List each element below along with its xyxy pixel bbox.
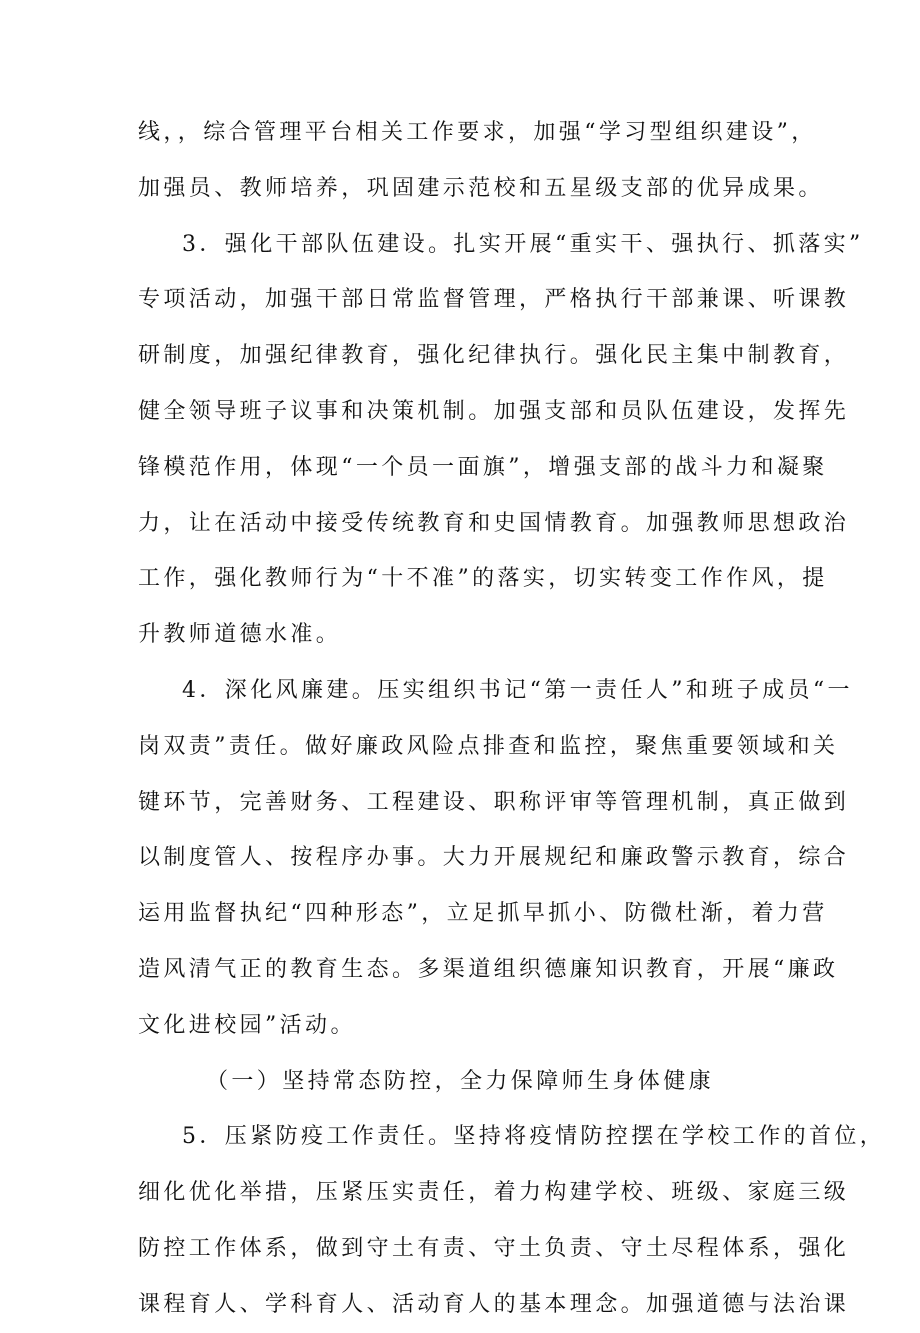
text-line: 5．压紧防疫工作责任。坚持将疫情防控摆在学校工作的首位， (182, 1124, 886, 1150)
text-line: 3．强化干部队伍建设。扎实开展“重实干、强执行、抓落实” (182, 231, 864, 257)
text-line: 加强员、教师培养，巩固建示范校和五星级支部的优异成果。 (138, 175, 824, 201)
text-line: 细化优化举措，压紧压实责任，着力构建学校、班级、家庭三级 (138, 1180, 850, 1206)
text-line: 键环节，完善财务、工程建设、职称评审等管理机制，真正做到 (138, 789, 850, 815)
text-line: 研制度，加强纪律教育，强化纪律执行。强化民主集中制教育， (138, 343, 850, 369)
text-line: 造风清气正的教育生态。多渠道组织德廉知识教育，开展“廉政 (138, 956, 839, 982)
text-line: 专项活动，加强干部日常监督管理，严格执行干部兼课、听课教 (138, 287, 850, 313)
text-line: 以制度管人、按程序办事。大力开展规纪和廉政警示教育，综合 (138, 845, 850, 871)
text-line: 4．深化风廉建。压实组织书记“第一责任人”和班子成员“一 (182, 677, 853, 703)
section-heading: （一）坚持常态防控，全力保障师生身体健康 (206, 1068, 715, 1094)
text-line: 运用监督执纪“四种形态”，立足抓早抓小、防微杜渐，着力营 (138, 901, 828, 927)
text-line: 力，让在活动中接受传统教育和史国情教育。加强教师思想政治 (138, 510, 850, 536)
text-line: 升教师道德水准。 (138, 622, 342, 648)
text-line: 文化进校园”活动。 (138, 1012, 356, 1038)
text-line: 防控工作体系，做到守土有责、守土负责、守土尽程体系，强化 (138, 1235, 850, 1261)
text-line: 课程育人、学科育人、活动育人的基本理念。加强道德与法治课 (138, 1291, 850, 1317)
text-line: 工作，强化教师行为“十不准”的落实，切实转变工作作风，提 (138, 566, 828, 592)
body-text (138, 105, 886, 1333)
text-line: 岗双责”责任。做好廉政风险点排查和监控，聚焦重要领域和关 (138, 733, 839, 759)
text-line: 线，，综合管理平台相关工作要求，加强“学习型组织建设”， (138, 120, 817, 145)
text-line: 锋模范作用，体现“一个员一面旗”，增强支部的战斗力和凝聚 (138, 454, 828, 480)
text-line: 健全领导班子议事和决策机制。加强支部和员队伍建设，发挥先 (138, 398, 850, 424)
